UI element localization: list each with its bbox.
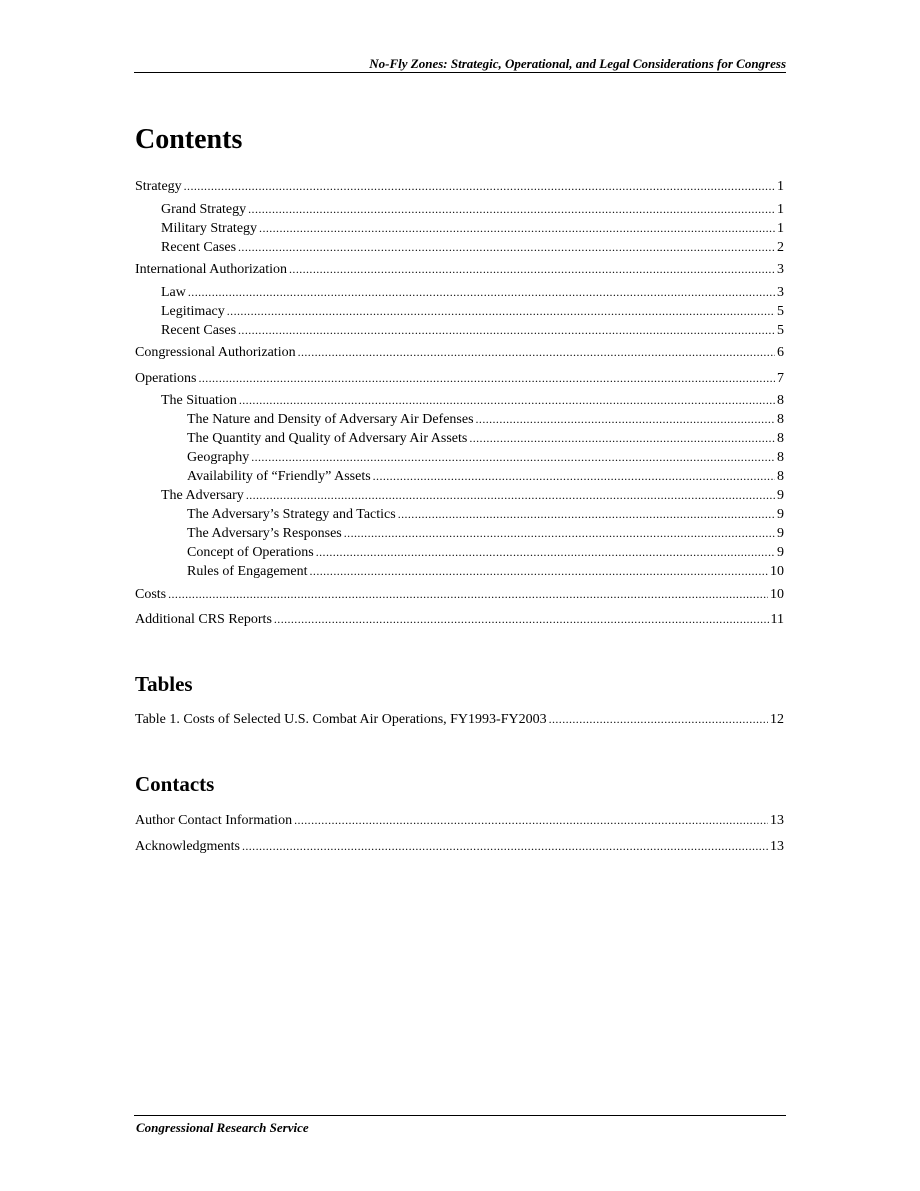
dot-leader [239,391,775,409]
dot-leader [469,429,775,447]
toc-entry-law[interactable] [161,283,784,302]
toc-entry-rules-of-engagement[interactable] [187,562,784,581]
dot-leader [242,837,768,855]
dot-leader [168,585,768,603]
dot-leader [198,369,775,387]
toc-entry-adversary-responses[interactable] [187,524,784,543]
toc-entry-adversary-air-assets[interactable] [187,429,784,448]
toc-entry-label: Rules of Engagement [187,564,308,579]
toc-entry-acknowledgments[interactable] [135,837,784,856]
toc-entry-page: 13 [770,839,784,854]
toc-entry-operations[interactable] [135,369,784,388]
toc-entry-page: 8 [777,469,784,484]
dot-leader [310,562,768,580]
toc-entry-page: 1 [777,202,784,217]
toc-entry-page: 8 [777,393,784,408]
footer-rule [134,1115,786,1116]
toc-entry-costs[interactable] [135,585,784,604]
dot-leader [289,260,775,278]
toc-entry-label: Table 1. Costs of Selected U.S. Combat Air Operations, FY1993-FY2003 [135,712,547,727]
toc-entry-page: 11 [770,612,784,627]
dot-leader [476,410,775,428]
dot-leader [227,302,775,320]
toc-entry-page: 6 [777,345,784,360]
toc-entry-page: 2 [777,240,784,255]
running-footer: Congressional Research Service [136,1120,309,1135]
toc-entry-label: Costs [135,587,167,602]
dot-leader [238,321,775,339]
toc-entry-page: 9 [777,526,784,541]
dot-leader [316,543,775,561]
toc-entry-international-authorization[interactable] [135,260,784,279]
dot-leader [188,283,775,301]
toc-entry-friendly-assets[interactable] [187,467,784,486]
toc-entry-page: 10 [770,587,784,602]
toc-entry-military-strategy[interactable] [161,219,784,238]
toc-entry-table-1[interactable] [135,710,784,729]
toc-entry-label: The Quantity and Quality of Adversary Air Assets [187,431,468,446]
toc-entry-label: Recent Cases [161,323,237,338]
contents-title: Contents [135,124,243,155]
dot-leader [298,343,775,361]
toc-entry-page: 12 [770,712,784,727]
header-rule [134,72,786,73]
dot-leader [184,177,775,195]
toc-entry-label: Geography [187,450,250,465]
toc-entry-author-contact[interactable] [135,811,784,830]
toc-entry-page: 8 [777,450,784,465]
toc-entry-label: The Nature and Density of Adversary Air Defenses [187,412,474,427]
tables-title: Tables [135,672,193,696]
toc-entry-page: 1 [777,179,784,194]
running-header: No-Fly Zones: Strategic, Operational, and Legal Considerations for Congress [369,56,786,71]
toc-entry-grand-strategy[interactable] [161,200,784,219]
toc-entry-label: Law [161,285,186,300]
toc-entry-recent-cases-2[interactable] [161,321,784,340]
toc-entry-page: 9 [777,545,784,560]
dot-leader [344,524,775,542]
toc-entry-label: Congressional Authorization [135,345,296,360]
contacts-title: Contacts [135,772,215,796]
toc-entry-label: Author Contact Information [135,813,293,828]
dot-leader [259,219,775,237]
dot-leader [549,710,768,728]
toc-entry-adversary-air-defenses[interactable] [187,410,784,429]
toc-entry-label: Availability of “Friendly” Assets [187,469,371,484]
toc-entry-page: 13 [770,813,784,828]
toc-entry-additional-crs-reports[interactable] [135,610,784,629]
toc-entry-page: 8 [777,412,784,427]
toc-entry-label: Acknowledgments [135,839,240,854]
dot-leader [248,200,775,218]
toc-entry-page: 7 [777,371,784,386]
toc-entry-recent-cases-1[interactable] [161,238,784,257]
toc-entry-label: The Adversary’s Responses [187,526,342,541]
toc-entry-page: 3 [777,285,784,300]
toc-entry-concept-of-operations[interactable] [187,543,784,562]
toc-entry-the-situation[interactable] [161,391,784,410]
toc-entry-page: 9 [777,488,784,503]
toc-entry-label: Legitimacy [161,304,225,319]
toc-entry-page: 8 [777,431,784,446]
dot-leader [251,448,775,466]
toc-entry-label: Additional CRS Reports [135,612,272,627]
toc-entry-adversary-strategy-tactics[interactable] [187,505,784,524]
toc-entry-page: 1 [777,221,784,236]
toc-entry-the-adversary[interactable] [161,486,784,505]
toc-entry-label: The Adversary [161,488,244,503]
toc-entry-label: The Adversary’s Strategy and Tactics [187,507,396,522]
toc-entry-page: 5 [777,304,784,319]
toc-entry-label: Concept of Operations [187,545,314,560]
dot-leader [398,505,775,523]
toc-entry-legitimacy[interactable] [161,302,784,321]
toc-entry-label: Grand Strategy [161,202,247,217]
toc-entry-page: 9 [777,507,784,522]
dot-leader [373,467,775,485]
dot-leader [246,486,775,504]
toc-entry-strategy[interactable] [135,177,784,196]
toc-entry-congressional-authorization[interactable] [135,343,784,362]
toc-entry-label: Strategy [135,179,182,194]
toc-entry-page: 10 [770,564,784,579]
toc-entry-geography[interactable] [187,448,784,467]
toc-entry-label: Recent Cases [161,240,237,255]
toc-entry-label: Operations [135,371,197,386]
toc-entry-page: 5 [777,323,784,338]
toc-entry-label: Military Strategy [161,221,258,236]
toc-entry-label: The Situation [161,393,237,408]
toc-entry-page: 3 [777,262,784,277]
dot-leader [274,610,769,628]
toc-entry-label: International Authorization [135,262,288,277]
dot-leader [238,238,775,256]
dot-leader [294,811,768,829]
